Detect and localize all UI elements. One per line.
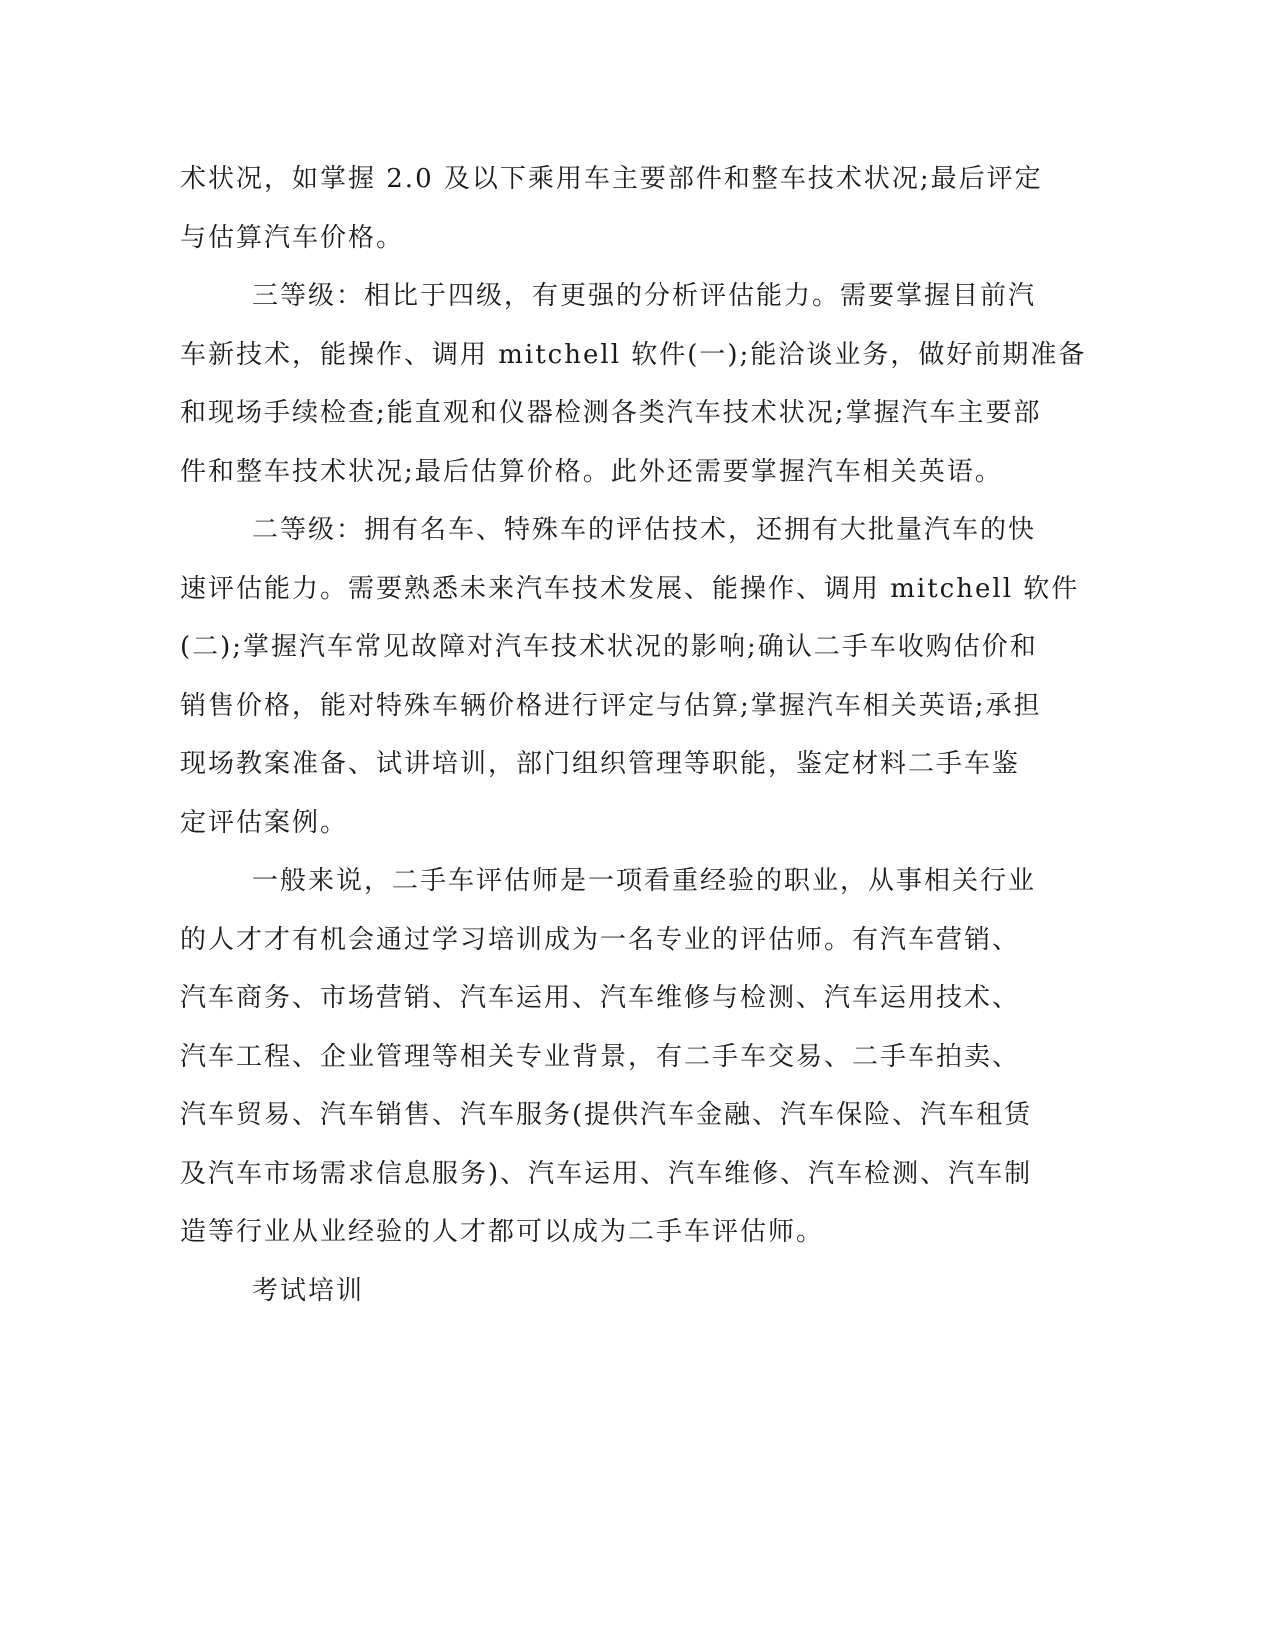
text-line: 术状况，如掌握 2.0 及以下乘用车主要部件和整车技术状况;最后评定 [180,164,1043,194]
paragraph [180,852,1037,1262]
text-line: (二);掌握汽车常见故障对汽车技术状况的影响;确认二手车收购估价和 [180,632,1038,662]
text-line: 汽车贸易、汽车销售、汽车服务(提供汽车金融、汽车保险、汽车租赁 [180,1100,1033,1130]
text-line: 件和整车技术状况;最后估算价格。此外还需要掌握汽车相关英语。 [180,456,1003,487]
paragraph [180,501,1080,852]
document-body [180,150,1087,1320]
text-line: 定评估案例。 [180,807,349,838]
section-heading: 考试培训 [252,1275,365,1306]
text-line: 造等行业从业经验的人才都可以成为二手车评估师。 [180,1217,825,1247]
paragraph [180,1262,1030,1321]
text-line: 与估算汽车价格。 [180,222,405,253]
text-line: 销售价格，能对特殊车辆价格进行评定与估算;掌握汽车相关英语;承担 [180,690,1042,721]
paragraph [180,267,1087,501]
text-line: 汽车工程、企业管理等相关专业背景，有二手车交易、二手车拍卖、 [180,1041,1021,1072]
text-line: 汽车商务、市场营销、汽车运用、汽车维修与检测、汽车运用技术、 [180,983,1021,1013]
text-line: 二等级：拥有名车、特殊车的评估技术，还拥有大批量汽车的快 [252,515,1037,545]
paragraph [180,150,1043,267]
text-line: 和现场手续检查;能直观和仪器检测各类汽车技术状况;掌握汽车主要部 [180,398,1042,428]
text-line: 现场教案准备、试讲培训，部门组织管理等职能，鉴定材料二手车鉴 [180,749,1021,779]
text-line: 三等级：相比于四级，有更强的分析评估能力。需要掌握目前汽 [252,281,1037,311]
text-line: 速评估能力。需要熟悉未来汽车技术发展、能操作、调用 mitchell 软件 [180,573,1080,604]
text-line: 及汽车市场需求信息服务)、汽车运用、汽车维修、汽车检测、汽车制 [180,1158,1033,1189]
text-line: 一般来说，二手车评估师是一项看重经验的职业，从事相关行业 [252,866,1037,896]
text-line: 的人才才有机会通过学习培训成为一名专业的评估师。有汽车营销、 [180,924,1021,955]
text-line: 车新技术，能操作、调用 mitchell 软件(一);能洽谈业务，做好前期准备 [180,339,1087,370]
